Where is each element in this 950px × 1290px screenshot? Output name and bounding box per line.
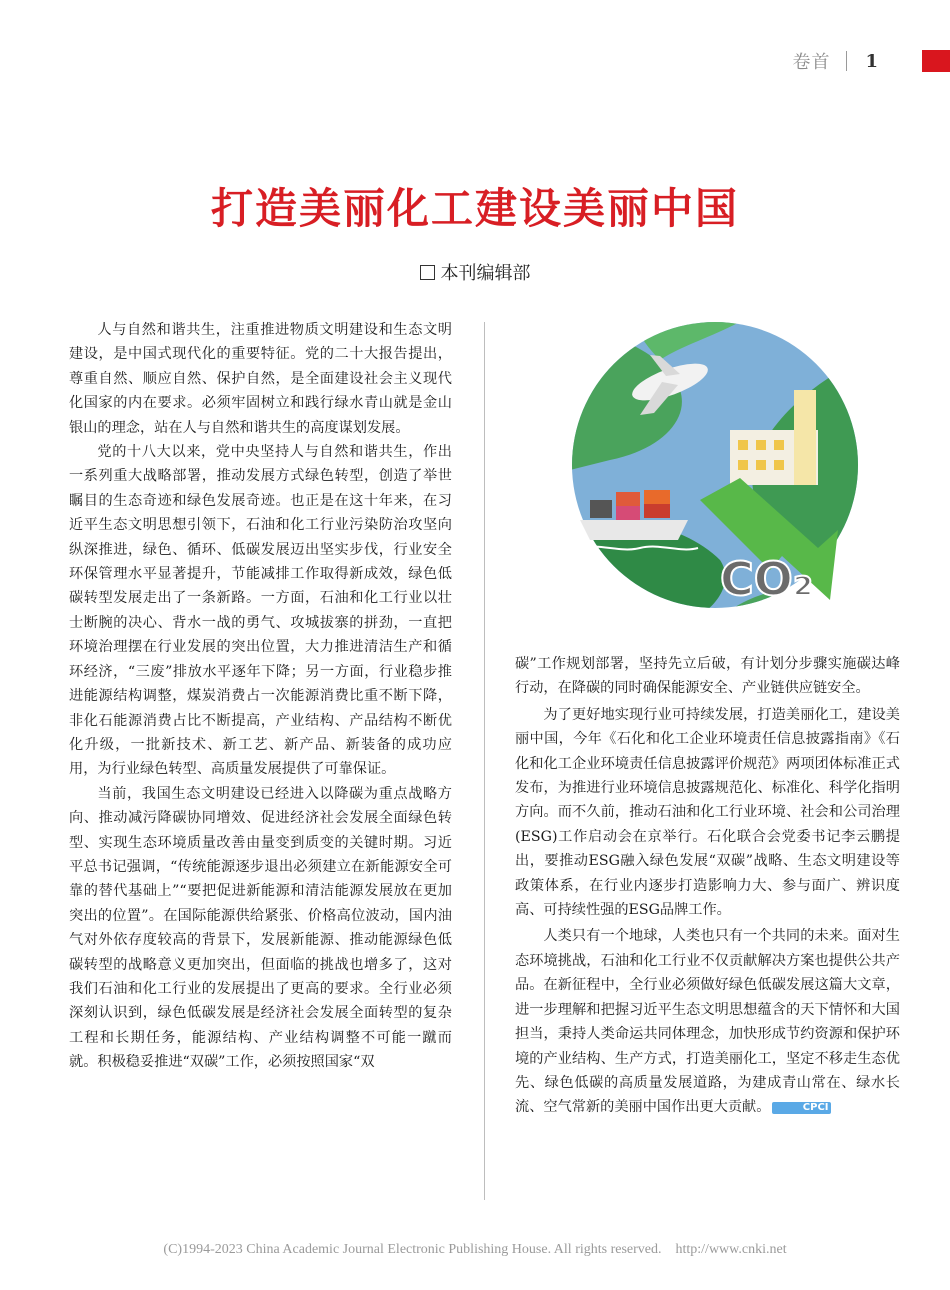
- article-title: 打造美丽化工建设美丽中国: [210, 184, 739, 233]
- byline-text: 本刊编辑部: [440, 263, 531, 284]
- article-byline: [0, 259, 950, 285]
- right-column: [515, 650, 900, 1120]
- header-divider: [846, 51, 847, 71]
- section-label: 卷首: [792, 52, 831, 73]
- paragraph: 当前，我国生态文明建设已经进入以降碳为重点战略方向、推动减污降碳协同增效、促进经济社会发展全面绿色转型、实现生态环境质量改善由量变到质变的关键时期。习近平总书记强调，“传统能源逐步退出必须建立在新能源安全可靠的替代基础上”“要把促进新能源和清洁能源发展放在更加突出的位置”。在国际能源供给紧张、价格高位波动，国内油气对外依存度较高的背景下，发展新能源、推动能源绿色低碳转型的战略意义更加突出，但面临的挑战也增多了，这对我们石油和化工行业的发展提出了更高的要求。全行业必须深刻认识到，绿色低碳发展是经济社会发展全面转型的复杂工程和长期任务，能源结构、产业结构调整不可能一蹴而就。积极稳妥推进“双碳”工作，必须按照国家“双: [69, 785, 452, 1071]
- paragraph: 人与自然和谐共生，注重推进物质文明建设和生态文明建设，是中国式现代化的重要特征。党的二十大报告提出，尊重自然、顺应自然、保护自然，是全面建设社会主义现代化国家的内在要求。必须牢固树立和践行绿水青山就是金山银山的理念，站在人与自然和谐共生的高度谋划发展。: [69, 322, 452, 436]
- footer-copyright: (C)1994-2023 China Academic Journal Electronic Publishing House. All rights reserved.: [163, 1242, 662, 1257]
- co2-label: CO₂: [720, 552, 814, 606]
- column-divider: [484, 322, 485, 1200]
- left-column: [69, 318, 452, 1075]
- page-number: 1: [865, 50, 878, 72]
- end-mark-badge: CPCI: [772, 1102, 830, 1114]
- green-earth-illustration: [570, 300, 860, 630]
- paragraph: 党的十八大以来，党中央坚持人与自然和谐共生，作出一系列重大战略部署，推动发展方式绿色转型，创造了举世瞩目的生态奇迹和绿色发展奇迹。也正是在这十年来，在习近平生态文明思想引领下，石油和化工行业污染防治攻坚向纵深推进，绿色、循环、低碳发展迈出坚实步伐，行业安全环保管理水平显著提升，节能减排工作取得新成效，绿色低碳转型发展走出了一条新路。一方面，石油和化工行业以壮士断腕的决心、背水一战的勇气、攻城拔寨的拼劲，一直把环境治理摆在行业发展的突出位置，大力推进清洁生产和循环经济，“三废”排放水平逐年下降；另一方面，行业稳步推进能源结构调整，煤炭消费占一次能源消费比重不断下降，非化石能源消费占比不断提高，产业结构、产品结构不断优化升级，一批新技术、新工艺、新产品、新装备的成功应用，为行业绿色转型、高质量发展提供了可靠保证。: [69, 444, 452, 778]
- footer-url: http://www.cnki.net: [675, 1242, 787, 1257]
- paragraph: [515, 924, 900, 1119]
- co2-icon: [720, 552, 813, 606]
- byline-box-icon: [420, 265, 435, 280]
- header-accent-block: [922, 50, 950, 72]
- paragraph: 为了更好地实现行业可持续发展，打造美丽化工，建设美丽中国，今年《石化和化工企业环境责任信息披露指南》《石化和化工企业环境责任信息披露评价规范》两项团体标准正式发布，为推进行业环境信息披露规范化、标准化、科学化指明方向。而不久前，推动石油和化工行业环境、社会和公司治理(ESG)工作启动会在京举行。石化联合会党委书记李云鹏提出，要推动ESG融入绿色发展“双碳”战略、生态文明建设等政策体系，在行业内逐步打造影响力大、参与面广、辨识度高、可持续性强的ESG品牌工作。: [515, 706, 900, 919]
- paragraph-text: 人类只有一个地球，人类也只有一个共同的未来。面对生态环境挑战，石油和化工行业不仅贡献解决方案也提供公共产品。在新征程中，全行业必须做好绿色低碳发展这篇大文章，进一步理解和把握习近平生态文明思想蕴含的天下情怀和大国担当，秉持人类命运共同体理念，加快形成节约资源和保护环境的产业结构、生产方式，打造美丽化工，坚定不移走生态优先、绿色低碳的高质量发展道路，为建成青山常在、绿水长流、空气常新的美丽中国作出更大贡献。: [515, 928, 900, 1116]
- paragraph: 碳”工作规划部署，坚持先立后破，有计划分步骤实施碳达峰行动，在降碳的同时确保能源安全、产业链供应链安全。: [515, 656, 900, 697]
- page-footer: [30, 1242, 920, 1258]
- running-header: [792, 50, 878, 72]
